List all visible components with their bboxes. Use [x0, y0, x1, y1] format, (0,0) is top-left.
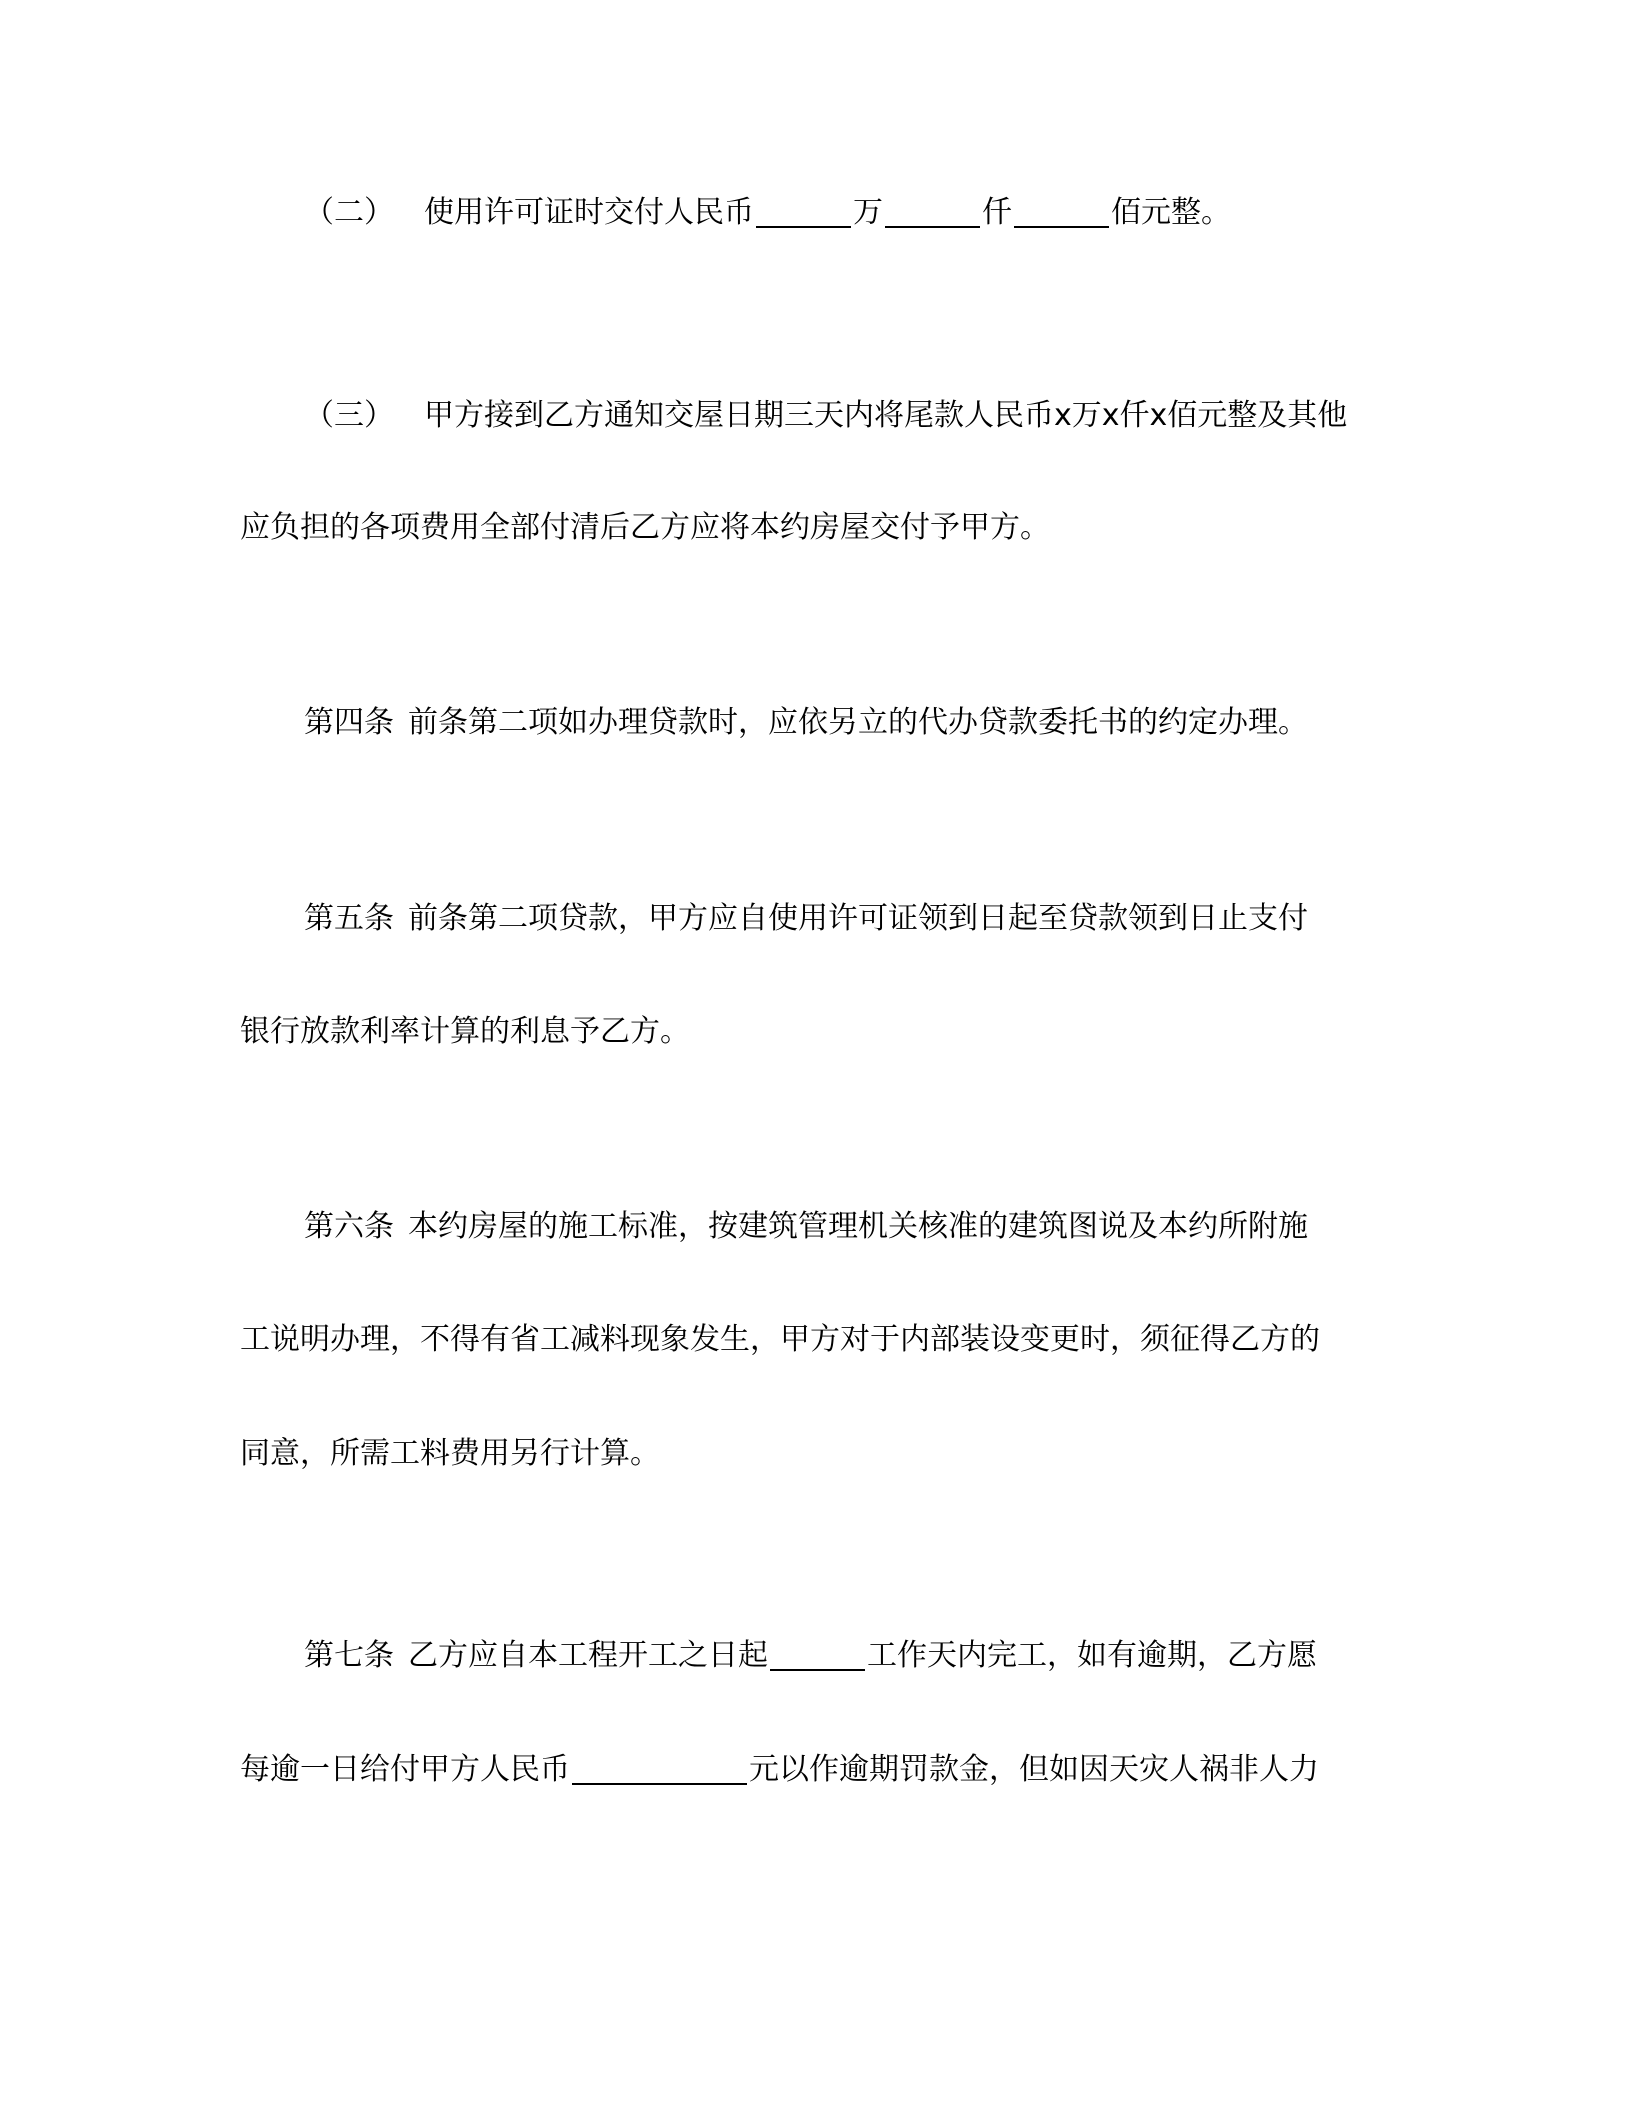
article-text: 每逾一日给付甲方人民币: [240, 1752, 570, 1787]
clause-text: 应负担的各项费用全部付清后乙方应将本约房屋交付予甲方。: [240, 510, 1050, 545]
clause-label: （三）: [304, 398, 394, 433]
article-text: 工说明办理，不得有省工减料现象发生，甲方对于内部装设变更时，须征得乙方的: [240, 1322, 1320, 1357]
article-text: 工作天内完工，如有逾期，乙方愿: [867, 1638, 1317, 1673]
article-7: [304, 1636, 1464, 1676]
article-label: 第五条: [304, 901, 394, 936]
article-6-continued-2: [240, 1434, 1400, 1474]
clause-text: 使用许可证时交付人民币: [424, 195, 754, 230]
clause-item-2: [304, 193, 1464, 233]
article-text: 同意，所需工料费用另行计算。: [240, 1436, 660, 1471]
blank-field: [756, 196, 851, 228]
article-6: [304, 1207, 1464, 1247]
clause-item-3-continued: [240, 508, 1400, 548]
article-text: 前条第二项如办理贷款时，应依另立的代办贷款委托书的约定办理。: [408, 705, 1308, 740]
article-4: [304, 703, 1464, 743]
blank-field: [770, 1639, 865, 1671]
article-label: 第七条: [304, 1638, 394, 1673]
unit-text: 佰元整。: [1111, 195, 1231, 230]
clause-text: 甲方接到乙方通知交屋日期三天内将尾款人民币x万x仟x佰元整及其他: [424, 398, 1348, 433]
unit-text: 万: [853, 195, 883, 230]
unit-text: 仟: [982, 195, 1012, 230]
article-text: 乙方应自本工程开工之日起: [408, 1638, 768, 1673]
article-6-continued-1: [240, 1320, 1400, 1360]
article-text: 元以作逾期罚款金，但如因天灾人祸非人力: [749, 1752, 1319, 1787]
article-label: 第四条: [304, 705, 394, 740]
article-5-continued: [240, 1012, 1400, 1052]
article-5: [304, 899, 1464, 939]
blank-field: [885, 196, 980, 228]
article-text: 本约房屋的施工标准，按建筑管理机关核准的建筑图说及本约所附施: [408, 1209, 1308, 1244]
article-text: 前条第二项贷款，甲方应自使用许可证领到日起至贷款领到日止支付: [408, 901, 1308, 936]
blank-field: [1014, 196, 1109, 228]
article-label: 第六条: [304, 1209, 394, 1244]
clause-item-3: [304, 396, 1464, 436]
article-text: 银行放款利率计算的利息予乙方。: [240, 1014, 690, 1049]
clause-label: （二）: [304, 195, 394, 230]
article-7-continued: [240, 1750, 1400, 1790]
blank-field: [572, 1753, 747, 1785]
